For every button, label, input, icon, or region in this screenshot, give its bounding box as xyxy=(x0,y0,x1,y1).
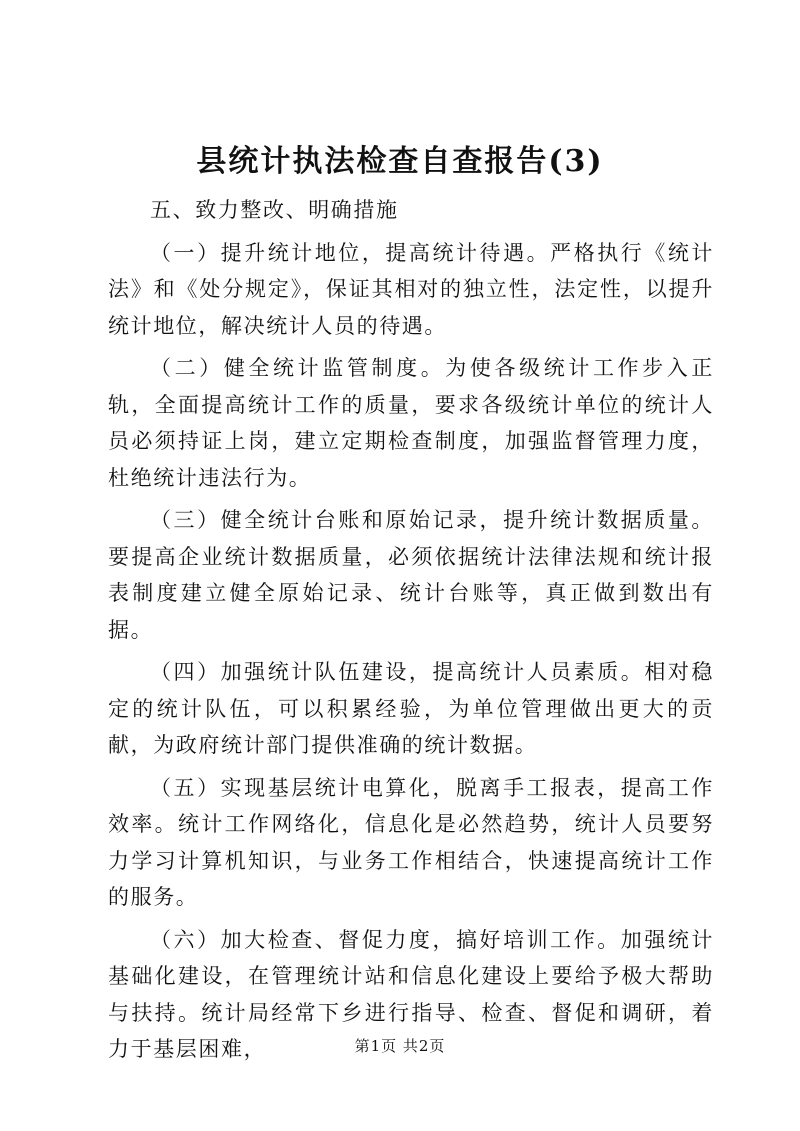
paragraph-6: （六）加大检查、督促力度，搞好培训工作。加强统计基础化建设，在管理统计站和信息化建设上要给予极大帮助与扶持。统计局经常下乡进行指导、检查、督促和调研，着力于基层困难， xyxy=(108,927,714,1061)
document-title: 县统计执法检查自查报告(3) xyxy=(196,144,604,179)
paragraph-1: （一）提升统计地位，提高统计待遇。严格执行《统计法》和《处分规定》，保证其相对的独立性，法定性，以提升统计地位，解决统计人员的待遇。 xyxy=(108,240,714,338)
document-body xyxy=(108,192,714,1068)
paragraph-2: （二）健全统计监管制度。为使各级统计工作步入正轨，全面提高统计工作的质量，要求各级统计单位的统计人员必须持证上岗，建立定期检查制度，加强监督管理力度，杜绝统计违法行为。 xyxy=(108,356,714,490)
paragraph-3: （三）健全统计台账和原始记录，提升统计数据质量。要提高企业统计数据质量，必须依据统计法律法规和统计报表制度建立健全原始记录、统计台账等，真正做到数出有据。 xyxy=(108,508,714,642)
paragraph-4: （四）加强统计队伍建设，提高统计人员素质。相对稳定的统计队伍，可以积累经验，为单位管理做出更大的贡献，为政府统计部门提供准确的统计数据。 xyxy=(108,660,714,757)
paragraph-5: （五）实现基层统计电算化，脱离手工报表，提高工作效率。统计工作网络化，信息化是必然趋势，统计人员要努力学习计算机知识，与业务工作相结合，快速提高统计工作的服务。 xyxy=(108,775,714,909)
section-heading: 五、致力整改、明确措施 xyxy=(150,198,399,222)
page-footer: 第1页 共2页 xyxy=(354,1037,446,1055)
